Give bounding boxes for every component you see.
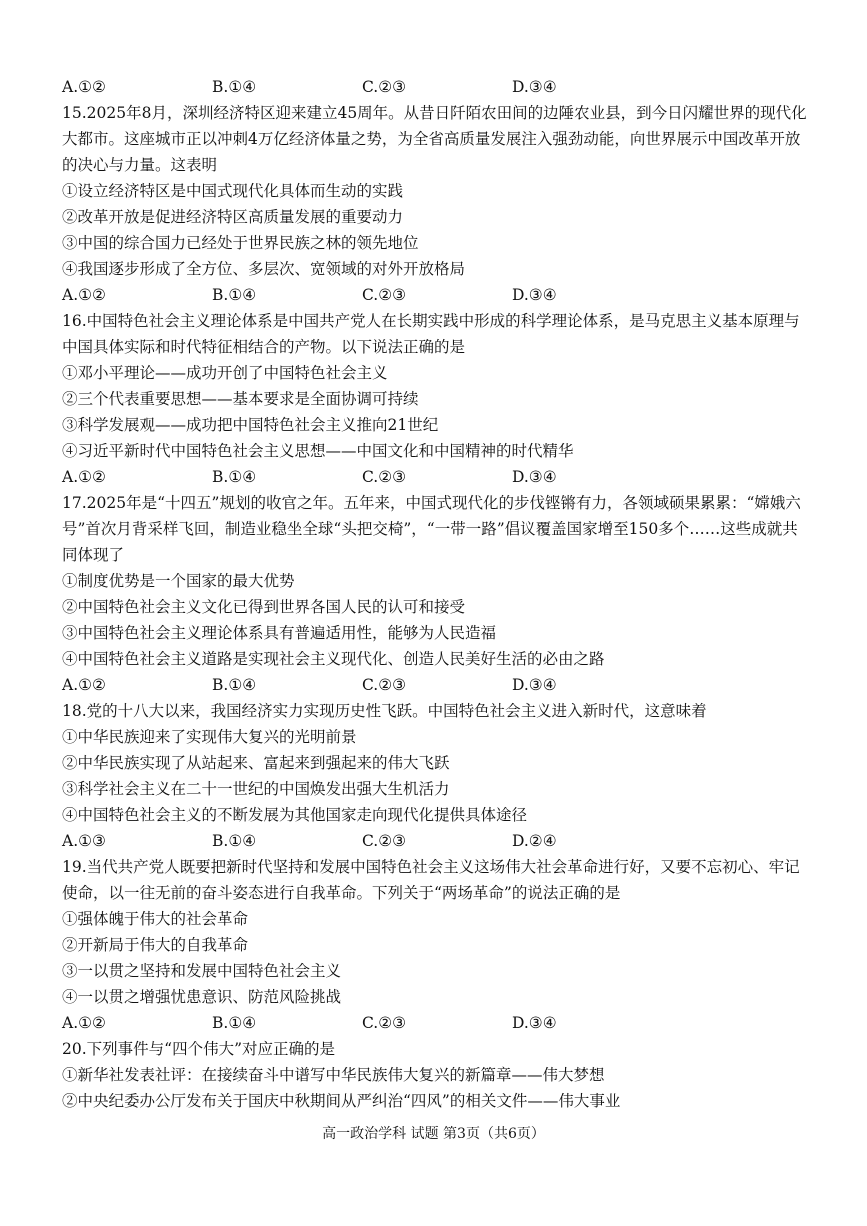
q19-item-2: ②开新局于伟大的自我革命: [62, 936, 249, 954]
q20-item-1: ①新华社发表社评：在接续奋斗中谱写中华民族伟大复兴的新篇章——伟大梦想: [62, 1066, 605, 1084]
q16-item-2: ②三个代表重要思想——基本要求是全面协调可持续: [62, 390, 419, 408]
q19-option-a: A.①②: [62, 1014, 106, 1032]
q16-options: [62, 464, 812, 490]
q16-item-3: ③科学发展观——成功把中国特色社会主义推向21世纪: [62, 416, 439, 434]
page-footer: 高一政治学科 试题 第3页（共6页）: [322, 1126, 545, 1142]
q20-stem: 20.下列事件与“四个伟大”对应正确的是: [62, 1040, 335, 1058]
q16-option-d: D.③④: [512, 468, 557, 486]
q17-item-2: ②中国特色社会主义文化已得到世界各国人民的认可和接受: [62, 598, 466, 616]
q14-option-b: B.①④: [212, 78, 257, 96]
q15-item-4: ④我国逐步形成了全方位、多层次、宽领域的对外开放格局: [62, 260, 466, 278]
q15-options: [62, 282, 812, 308]
q17-item-3: ③中国特色社会主义理论体系具有普遍适用性，能够为人民造福: [62, 624, 497, 642]
q18-options: [62, 828, 812, 854]
q15-item-3: ③中国的综合国力已经处于世界民族之林的领先地位: [62, 234, 419, 252]
q15-option-c: C.②③: [362, 286, 407, 304]
q14-option-a: A.①②: [62, 78, 106, 96]
q20-item-2: ②中央纪委办公厅发布关于国庆中秋期间从严纠治“四风”的相关文件——伟大事业: [62, 1092, 621, 1110]
q18-option-c: C.②③: [362, 832, 407, 850]
q16-stem: 16.中国特色社会主义理论体系是中国共产党人在长期实践中形成的科学理论体系，是马克思主义基本原理与中国具体实际和时代特征相结合的产物。以下说法正确的是: [62, 312, 800, 356]
q19-stem: 19.当代共产党人既要把新时代坚持和发展中国特色社会主义这场伟大社会革命进行好，又要不忘初心、牢记使命，以一往无前的奋斗姿态进行自我革命。下列关于“两场革命”的说法正确的是: [62, 858, 800, 902]
q18-item-3: ③科学社会主义在二十一世纪的中国焕发出强大生机活力: [62, 780, 450, 798]
q17-option-b: B.①④: [212, 676, 257, 694]
q17-stem: 17.2025年是“十四五”规划的收官之年。五年来，中国式现代化的步伐铿锵有力，各领域硕果累累：“嫦娥六号”首次月背采样飞回，制造业稳坐全球“头把交椅”，“一带一路”倡议覆盖国家增至150多个……这些成就共同体现了: [62, 494, 801, 564]
q15-stem: 15.2025年8月，深圳经济特区迎来建立45周年。从昔日阡陌农田间的边陲农业县，到今日闪耀世界的现代化大都市。这座城市正以冲刺4万亿经济体量之势，为全省高质量发展注入强劲动能，向世界展示中国改革开放的决心与力量。这表明: [62, 104, 807, 174]
q14-options: [62, 74, 812, 100]
q15-item-2: ②改革开放是促进经济特区高质量发展的重要动力: [62, 208, 404, 226]
q15-option-b: B.①④: [212, 286, 257, 304]
q19-option-d: D.③④: [512, 1014, 557, 1032]
q15-item-1: ①设立经济特区是中国式现代化具体而生动的实践: [62, 182, 404, 200]
q18-option-a: A.①③: [62, 832, 106, 850]
q16-option-b: B.①④: [212, 468, 257, 486]
q16-option-c: C.②③: [362, 468, 407, 486]
q17-option-d: D.③④: [512, 676, 557, 694]
q19-option-b: B.①④: [212, 1014, 257, 1032]
q15-option-a: A.①②: [62, 286, 106, 304]
q15-option-d: D.③④: [512, 286, 557, 304]
q18-option-d: D.②④: [512, 832, 557, 850]
q19-item-3: ③一以贯之坚持和发展中国特色社会主义: [62, 962, 342, 980]
q16-option-a: A.①②: [62, 468, 106, 486]
q18-option-b: B.①④: [212, 832, 257, 850]
q17-item-4: ④中国特色社会主义道路是实现社会主义现代化、创造人民美好生活的必由之路: [62, 650, 605, 668]
q17-option-c: C.②③: [362, 676, 407, 694]
q18-stem: 18.党的十八大以来，我国经济实力实现历史性飞跃。中国特色社会主义进入新时代，这意味着: [62, 702, 707, 720]
q19-options: [62, 1010, 812, 1036]
q19-item-4: ④一以贯之增强忧患意识、防范风险挑战: [62, 988, 342, 1006]
q16-item-1: ①邓小平理论——成功开创了中国特色社会主义: [62, 364, 388, 382]
q17-item-1: ①制度优势是一个国家的最大优势: [62, 572, 295, 590]
q18-item-4: ④中国特色社会主义的不断发展为其他国家走向现代化提供具体途径: [62, 806, 528, 824]
q17-option-a: A.①②: [62, 676, 106, 694]
q14-option-d: D.③④: [512, 78, 557, 96]
q16-item-4: ④习近平新时代中国特色社会主义思想——中国文化和中国精神的时代精华: [62, 442, 574, 460]
q19-item-1: ①强体魄于伟大的社会革命: [62, 910, 249, 928]
q18-item-1: ①中华民族迎来了实现伟大复兴的光明前景: [62, 728, 357, 746]
q19-option-c: C.②③: [362, 1014, 407, 1032]
q17-options: [62, 672, 812, 698]
q18-item-2: ②中华民族实现了从站起来、富起来到强起来的伟大飞跃: [62, 754, 450, 772]
q14-option-c: C.②③: [362, 78, 407, 96]
exam-content: [62, 74, 812, 1114]
